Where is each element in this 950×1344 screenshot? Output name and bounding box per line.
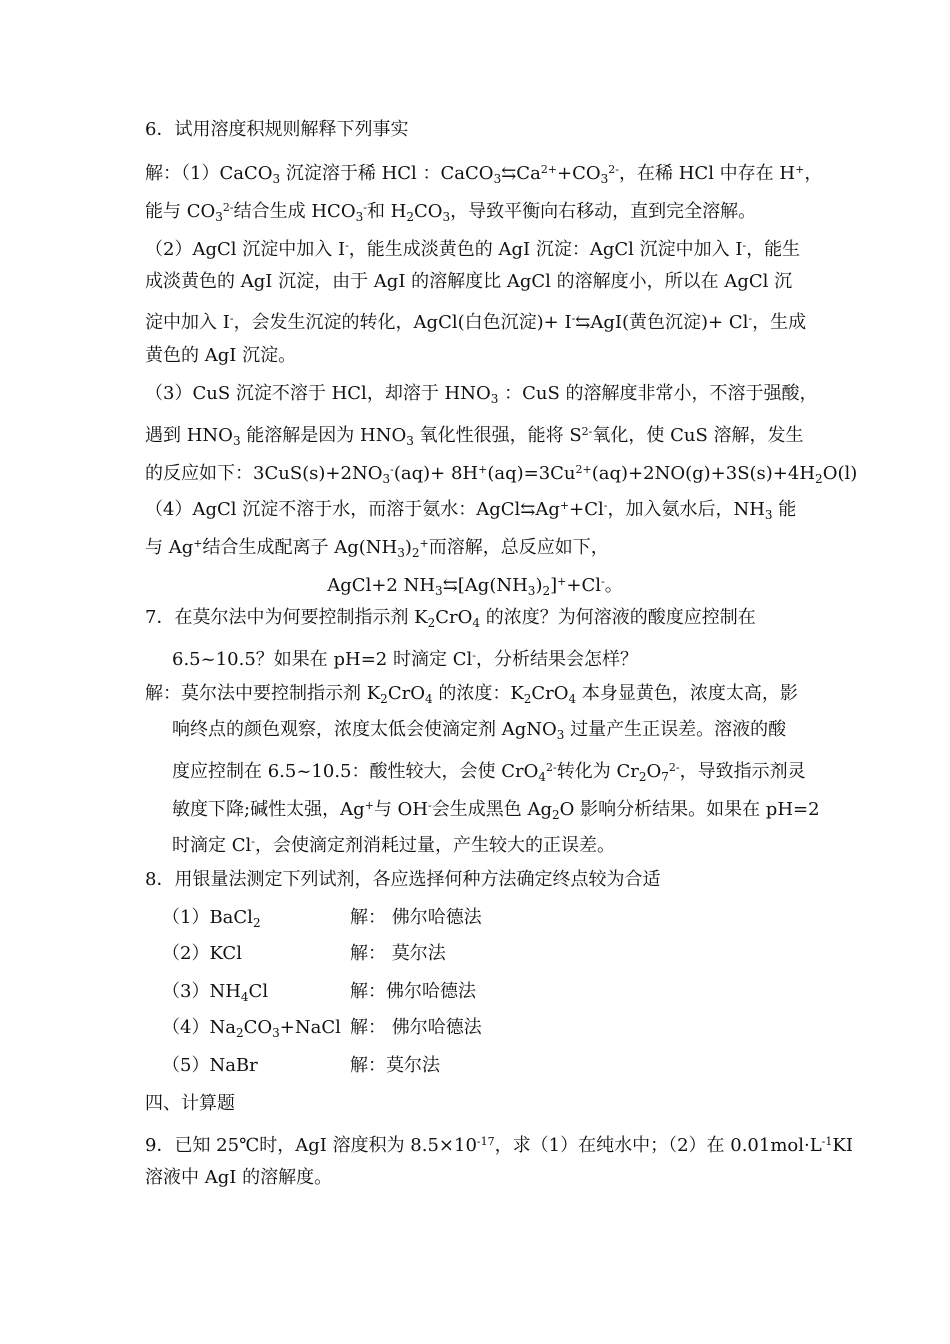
q6-answer-line-8: 遇到 $HNO_3$ 能溶解是因为 $HNO_3$ 氧化性很强，能将 $S^{2-}$氧化，使 CuS 溶解，发生 [145, 425, 804, 448]
q6-answer-line-9: 的反应如下：$3CuS(s)+2NO_3^-(aq)+ 8H^+(aq)=3Cu^{2+}(aq)+2NO(g)+3S(s)+4H_2O(l)$ [145, 463, 858, 486]
q9-question-line-2: 溶液中 AgI 的溶解度。 [145, 1167, 333, 1188]
q7-question-line-1: 7．在莫尔法中为何要控制指示剂 $K_2CrO_4$ 的浓度？为何溶液的酸度应控制在 [145, 607, 756, 630]
q6-answer-line-10: （4）AgCl 沉淀不溶于水，而溶于氨水：AgCl⇆Ag++Cl-，加入氨水后，$NH_3$ 能 [145, 499, 797, 522]
q7-answer-line-2: 响终点的颜色观察，浓度太低会使滴定剂 AgNO$_3$ 过量产生正误差。溶液的酸 [172, 719, 787, 742]
q6-answer-line-1: 解：（1）CaCO$_3$ 沉淀溶于稀 HCl ：$CaCO_3⇆Ca^{2+}+CO_3^{2-}$，在稀 HCl 中存在 H+， [145, 163, 823, 186]
q8-item-4-answer: 解： 佛尔哈德法 [350, 1017, 482, 1038]
q6-answer-line-2: 能与 $CO_3^{2-}$结合生成 $HCO_3^-$和 $H_2CO_3$，导致平衡向右移动，直到完全溶解。 [145, 201, 757, 224]
q8-item-2-label: （2）KCl [162, 943, 242, 964]
q8-item-4-label: $(4)Na_2CO_3+NaCl$ [162, 1017, 341, 1040]
q8-item-5-answer: 解：莫尔法 [350, 1055, 440, 1076]
q8-item-3-answer: 解：佛尔哈德法 [350, 981, 476, 1002]
q6-answer-line-7: （3）CuS 沉淀不溶于 HCl，却溶于 $HNO_3$ ：CuS 的溶解度非常小，不溶于强酸， [145, 383, 818, 406]
q8-item-2-answer: 解： 莫尔法 [350, 943, 446, 964]
q6-answer-line-11: 与 Ag+结合生成配离子 $Ag(NH_3)_2^+$而溶解，总反应如下， [145, 537, 609, 560]
q6-answer-line-3: （2）AgCl 沉淀中加入 I-，能生成淡黄色的 AgI 沉淀：AgCl 沉淀中加入 I-，能生 [145, 239, 801, 260]
q8-item-1-label: （1）BaCl$_2$ [162, 907, 261, 930]
q7-answer-line-5: 时滴定 Cl-，会使滴定剂消耗过量，产生较大的正误差。 [172, 835, 615, 856]
q8-item-1-answer: 解： 佛尔哈德法 [350, 907, 482, 928]
q8-item-5-label: （5）NaBr [162, 1055, 258, 1076]
q6-answer-line-5: 淀中加入 I-，会发生沉淀的转化，AgCl(白色沉淀)+ I-⇆AgI(黄色沉淀)+ Cl-，生成 [145, 312, 807, 333]
q9-question-line-1: 9．已知 25℃时，AgI 溶度积为 $8.5\times 10^{-17}$，求（1）在纯水中；（2）在 $0.01mol\cdot L^{-1}KI$ [145, 1135, 853, 1156]
q8-heading: 8．用银量法测定下列试剂，各应选择何种方法确定终点较为合适 [145, 869, 661, 890]
q6-answer-line-6: 黄色的 AgI 沉淀。 [145, 345, 297, 366]
q7-answer-line-3: 度应控制在 6.5~10.5：酸性较大，会使 CrO$_4^{2-}$转化为 $Cr_2O_7^{2-}$，导致指示剂灵 [172, 761, 806, 784]
q6-total-reaction: AgCl+2 $NH_3⇆[Ag(NH_3)_2]^++Cl^-$。 [327, 575, 623, 598]
q7-question-line-2: 6.5~10.5？如果在 pH=2 时滴定 Cl-，分析结果会怎样？ [172, 649, 638, 670]
q6-heading: 6．试用溶度积规则解释下列事实 [145, 119, 409, 140]
q6-answer-line-4: 成淡黄色的 AgI 沉淀，由于 AgI 的溶解度比 AgCl 的溶解度小，所以在 AgCl 沉 [145, 271, 793, 292]
section-4-heading: 四、计算题 [145, 1093, 235, 1114]
q8-item-3-label: $(3)NH_4Cl$ [162, 981, 269, 1004]
q7-answer-line-1: 解：莫尔法中要控制指示剂 $K_2CrO_4$ 的浓度：$K_2CrO_4$ 本身显黄色，浓度太高，影 [145, 683, 798, 706]
q7-answer-line-4: 敏度下降;碱性太强，Ag+与 OH-会生成黑色 $Ag_2O$ 影响分析结果。如果在 pH=2 [172, 799, 820, 822]
